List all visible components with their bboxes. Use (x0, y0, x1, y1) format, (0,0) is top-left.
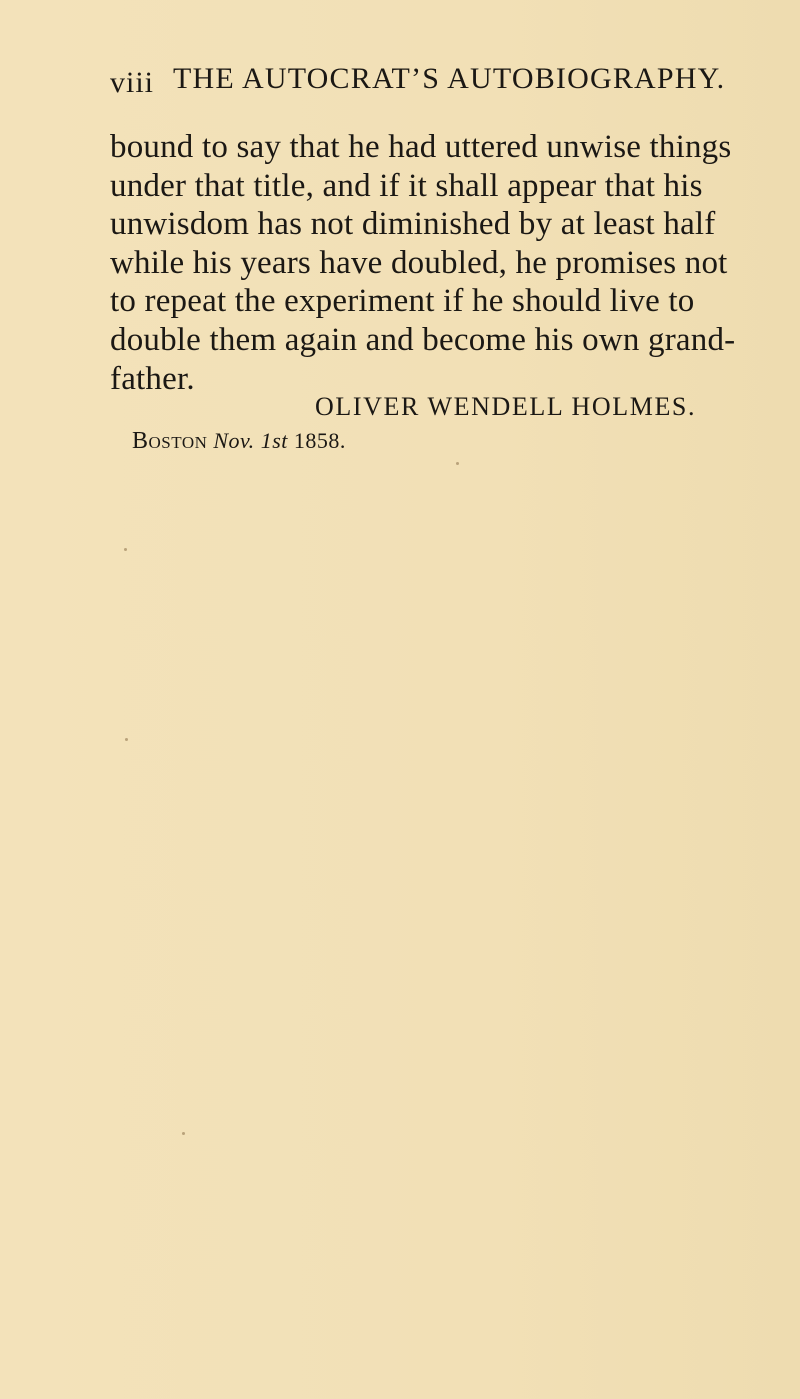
text-line: under that title, and if it shall appear that his (110, 167, 703, 204)
page-number: viii (110, 66, 155, 99)
paper-speck (125, 738, 128, 741)
running-head (110, 62, 750, 102)
text-line: father. (110, 360, 195, 397)
dateline-month: Nov. (213, 428, 255, 453)
dateline-city: Boston (132, 428, 208, 454)
text-line: double them again and become his own grand- (110, 321, 736, 358)
dateline (132, 428, 346, 455)
dateline-year: 1858. (293, 428, 346, 453)
text-line: to repeat the experiment if he should live to (110, 283, 695, 320)
paper-speck (456, 462, 459, 465)
running-title: THE AUTOCRAT’S AUTOBIOGRAPHY. (173, 62, 726, 95)
dateline-day: 1st (260, 428, 288, 453)
paper-speck (124, 548, 127, 551)
text-line: while his years have doubled, he promises not (110, 244, 728, 281)
text-line: unwisdom has not diminished by at least half (110, 206, 716, 243)
body-paragraph (110, 128, 790, 398)
paper-speck (182, 1132, 185, 1135)
author-signature: OLIVER WENDELL HOLMES. (315, 392, 697, 421)
text-line: bound to say that he had uttered unwise things (110, 129, 732, 165)
